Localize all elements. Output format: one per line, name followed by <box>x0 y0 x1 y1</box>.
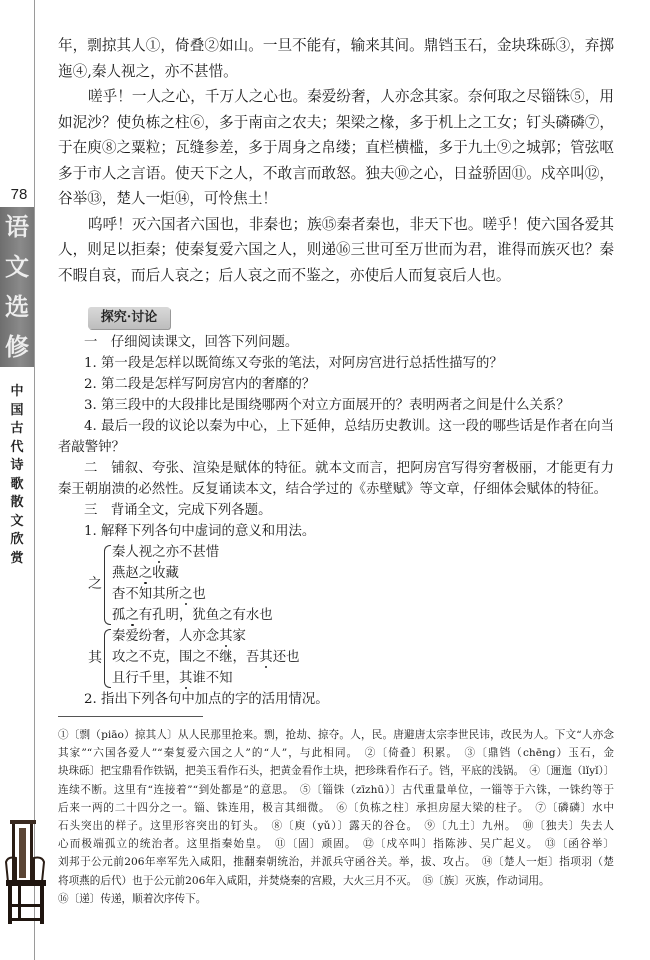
example-sentence <box>112 605 273 626</box>
footnote-line: ①〔剽（piāo）掠其人〕从人民那里抢来。剽，抢劫、掠夺。人，民。唐避唐太宗李世民讳，改民为人。下文“人亦念 <box>58 729 614 741</box>
emphasized-char: 其 <box>219 629 233 644</box>
sentence-text: 还也 <box>272 650 300 665</box>
series-banner <box>0 207 34 367</box>
emphasized-char: 其 <box>259 650 273 665</box>
sentence-text: 收藏 <box>152 566 179 581</box>
footnote-line: 刘邦于公元前206年率军先入咸阳，推翻秦朝统治，并派兵守函谷关。举，拔、攻占。 ⑭〔楚人一炬〕指项羽（楚 <box>58 856 614 869</box>
footnote-line: ⑯〔递〕传递，顺着次序传下。 <box>58 892 207 905</box>
group-label: 之 <box>88 576 102 592</box>
footnote-line: 后来一两的二十四分之一。锱、铢连用，极言其细微。 ⑥〔负栋之柱〕承担房屋大梁的柱子。 ⑦〔磷磷〕水中 <box>58 801 614 814</box>
example-sentence <box>112 647 299 668</box>
emphasized-char: 之 <box>125 608 139 623</box>
series-char: 文 <box>5 252 29 281</box>
group-label: 其 <box>88 649 102 666</box>
sentence-text: 也 <box>192 587 206 602</box>
text-line: 不暇自哀，而后人哀之；后人哀之而不鉴之，亦使后人而复哀后人也。 <box>58 266 511 284</box>
example-sentence <box>112 563 273 584</box>
text-line: 于在庾⑧之粟粒；瓦缝参差，多于周身之帛缕；直栏横槛，多于九土⑨之城郭；管弦呕 <box>58 139 614 156</box>
emphasized-char: 之 <box>178 587 193 602</box>
emphasized-char: 其 <box>178 671 193 686</box>
text-line: 谷举⑬，楚人一炬⑭，可怜焦土！ <box>58 190 277 207</box>
footnote-line: 块珠砾〕把宝鼎看作铁锅，把美玉看作石头，把黄金看作土块，把珍珠看作石子。铛，平底的浅锅。 ④〔逦迤（lǐyǐ）〕 <box>58 765 614 778</box>
text-line: 年，剽掠其人①，倚叠②如山。一旦不能有，输来其间。鼎铛玉石，金块珠砾③，弃掷 <box>58 37 614 54</box>
group-items <box>112 626 299 689</box>
brace-icon <box>104 629 111 688</box>
series-char: 语 <box>5 212 29 241</box>
book-title-text: 中国古代诗歌散文欣赏 <box>10 384 24 566</box>
margin-rule <box>34 0 35 960</box>
series-char: 修 <box>5 332 29 361</box>
text-line: 迤④,秦人视之，亦不甚惜。 <box>58 62 238 80</box>
text-line: 人，则足以拒秦；使秦复爱六国之人，则递⑯三世可至万世而为君，谁得而族灭也？秦 <box>58 241 614 258</box>
exercise-line: 者敲警钟？ <box>58 440 125 455</box>
example-sentence <box>112 542 273 563</box>
footnote-divider <box>58 716 203 717</box>
exercise-line: 3. 第三段中的大段排比是围绕哪两个对立方面展开的？表明两者之间是什么关系？ <box>84 398 570 413</box>
sentence-text: 攻之不克，围之不继，吾 <box>112 650 260 665</box>
footnote-line: 其家”“六国各爱人”“秦复爱六国之人”的“人”，与此相同。 ②〔倚叠〕积累。 ③〔鼎铛（chēng）玉石，金 <box>58 747 614 760</box>
exercise-line: 二 铺叙、夸张、渲染是赋体的特征。就本文而言，把阿房宫写得穷奢极丽，才能更有力 <box>84 461 614 476</box>
exercise-line: 三 背诵全文，完成下列各题。 <box>84 503 272 518</box>
page-number: 78 <box>10 186 28 203</box>
sentence-text: 秦人视 <box>112 545 153 560</box>
footnote-line: 石头突出的样子。这里形容突出的钉头。 ⑧〔庾（yǔ）〕露天的谷仓。 ⑨〔九土〕九州。 ⑩〔独夫〕失去人 <box>58 819 614 832</box>
sentence-text: 杳不知其所 <box>112 587 179 602</box>
text-line: 呜呼！灭六国者六国也，非秦也；族⑮秦者秦也，非天下也。嗟乎！使六国各爱其 <box>88 215 614 233</box>
sentence-text: 孤 <box>112 608 126 623</box>
emphasized-char: 之 <box>152 545 166 560</box>
sentence-text: 且行千里， <box>112 671 179 686</box>
exercise-line: 1. 第一段是怎样以既简练又夸张的笔法，对阿房宫进行总括性描写的？ <box>84 356 503 371</box>
exercise-line: 秦王朝崩溃的必然性。反复诵读本文，结合学过的《赤壁赋》等文章，仔细体会赋体的特征。 <box>58 482 608 497</box>
footnote-line: 心而极端孤立的统治者。这里指秦始皇。 ⑪〔固〕顽固。 ⑫〔戍卒叫〕指陈涉、吴广起义。 ⑬〔函谷举〕 <box>58 838 614 851</box>
book-title-vertical <box>8 383 26 568</box>
text-line: 嗟乎！一人之心，千万人之心也。秦爱纷奢，人亦念其家。奈何取之尽锱铢⑤，用 <box>88 88 614 105</box>
series-char: 选 <box>5 292 29 321</box>
example-sentence <box>112 584 273 605</box>
exercise-line: 一 仔细阅读课文，回答下列问题。 <box>84 335 299 350</box>
sentence-text: 谁不知 <box>192 671 233 686</box>
text-line: 多于市人之言语。使天下之人，不敢言而敢怒。独夫⑩之心，日益骄固⑪。戍卒叫⑫， <box>58 164 614 182</box>
example-sentence <box>112 668 299 689</box>
footnote-line: 将项燕的后代）也于公元前206年入咸阳，并焚烧秦的宫殿，大火三月不灭。 ⑮〔族〕灭族，作动词用。 <box>58 874 550 887</box>
sentence-text: 家 <box>232 629 246 644</box>
essay-text <box>58 33 614 288</box>
chair-illustration <box>4 818 48 930</box>
exercise-line: 2. 第二段是怎样写阿房宫内的奢靡的？ <box>84 377 316 392</box>
sentence-text: 秦爱纷奢，人亦念 <box>112 629 220 644</box>
footnote-line: 连续不断。这里有“连接着”“到处都是”的意思。 ⑤〔锱铢（zīzhū）〕古代重量单位，一锱等于六铢，一铢约等于 <box>58 783 614 796</box>
example-sentence <box>112 626 299 647</box>
sentence-text: 亦不甚惜 <box>165 545 220 560</box>
group-items <box>112 542 273 626</box>
sentence-text: 燕赵 <box>112 566 139 581</box>
section-heading: 探究·讨论 <box>88 307 170 329</box>
emphasized-char: 之 <box>138 566 153 581</box>
exercise-line: 1. 解释下列各句中虚词的意义和用法。 <box>84 524 316 539</box>
text-line: 如泥沙？使负栋之柱⑥，多于南亩之农夫；架梁之椽，多于机上之工女；钉头磷磷⑦， <box>58 113 614 131</box>
footnotes <box>58 726 614 908</box>
exercise-question: 2. 指出下列各句中加点的字的活用情况。 <box>84 692 329 707</box>
sentence-text: 有孔明，犹鱼之有水也 <box>138 608 273 623</box>
brace-icon <box>104 545 111 625</box>
exercise-questions <box>58 332 614 542</box>
exercise-line: 4. 最后一段的议论以秦为中心，上下延伸，总结历史教训。这一段的哪些话是作者在向当 <box>84 419 614 434</box>
